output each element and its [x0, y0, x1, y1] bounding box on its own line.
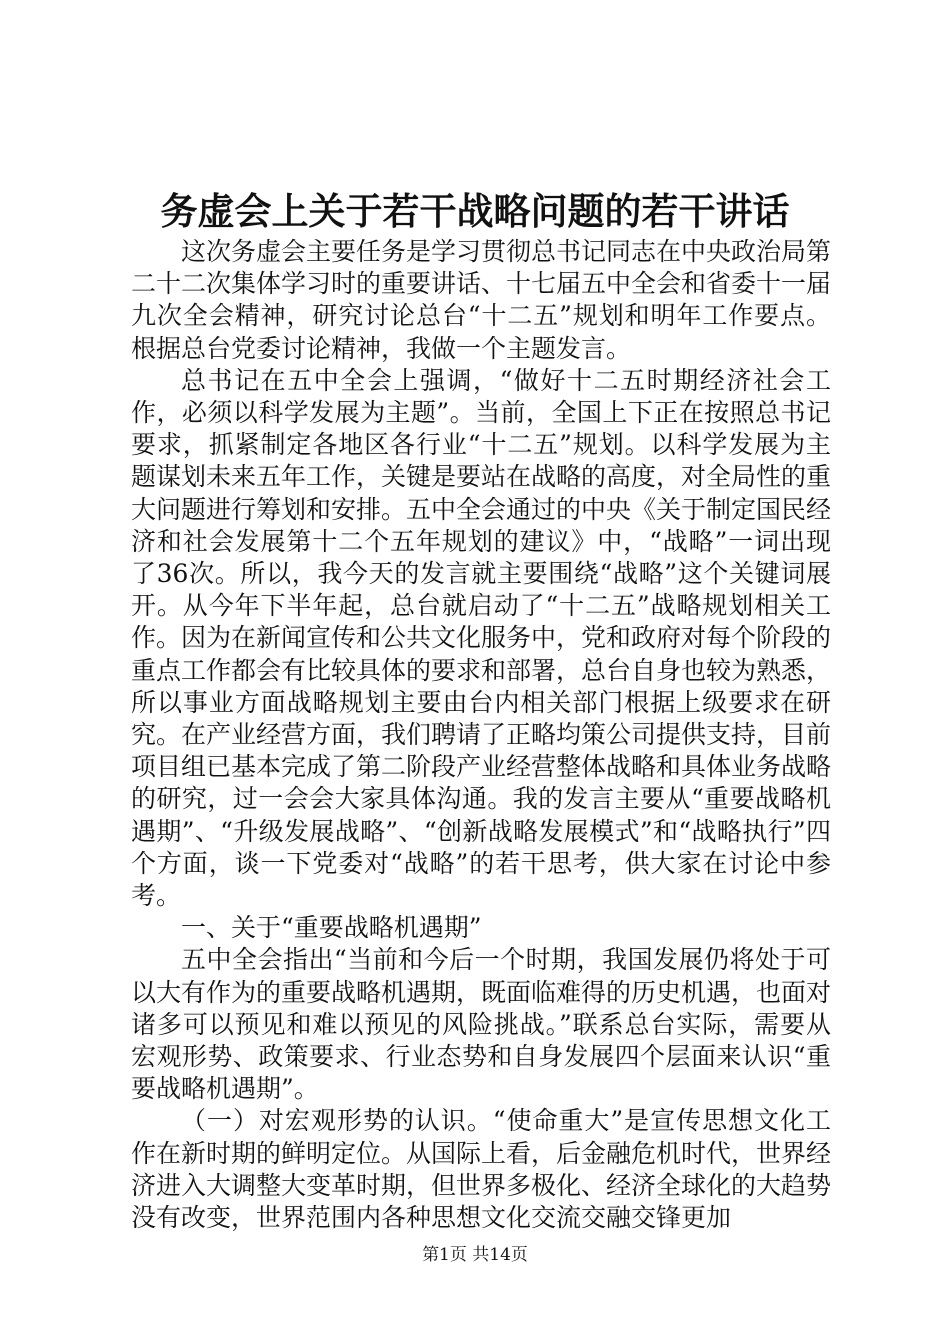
section-heading: 一、关于“重要战略机遇期” [181, 913, 482, 943]
paragraph: 总书记在五中全会上强调，“做好十二五时期经济社会工作，必须以科学发展为主题”。当前，全国上下正在按照总书记要求，抓紧制定各地区各行业“十二五”规划。以科学发展为主题谋划未来五年工作，关键是要站在战略的高度，对全局性的重大问题进行筹划和安排。五中全会通过的中央《关于制定国民经济和社会发展第十二个五年规划的建议》中，“战略”一词出现了36次。所以，我今天的发言就主要围绕“战略”这个关键词展开。从今年下半年起，总台就启动了“十二五”战略规划相关工作。因为在新闻宣传和公共文化服务中，党和政府对每个阶段的重点工作都会有比较具体的要求和部署，总台自身也较为熟悉，所以事业方面战略规划主要由台内相关部门根据上级要求在研究。在产业经营方面，我们聘请了正略均策公司提供支持，目前项目组已基本完成了第二阶段产业经营整体战略和具体业务战略的研究，过一会会大家具体沟通。我的发言主要从“重要战略机遇期”、“升级发展战略”、“创新战略发展模式”和“战略执行”四个方面，谈一下党委对“战略”的若干思考，供大家在讨论中参考。 [131, 365, 832, 911]
paragraph: 这次务虚会主要任务是学习贯彻总书记同志在中央政治局第二十二次集体学习时的重要讲话、十七届五中全会和省委十一届九次全会精神，研究讨论总台“十二五”规划和明年工作要点。根据总台党委讨论精神，我做一个主题发言。 [131, 237, 832, 363]
document-title: 务虚会上关于若干战略问题的若干讲话 [160, 189, 790, 233]
paragraph: （一）对宏观形势的认识。“使命重大”是宣传思想文化工作在新时期的鲜明定位。从国际上看，后金融危机时代，世界经济进入大调整大变革时期，但世界多极化、经济全球化的大趋势没有改变，世界范围内各种思想文化交流交融交锋更加 [131, 1106, 832, 1233]
paragraph: 五中全会指出“当前和今后一个时期，我国发展仍将处于可以大有作为的重要战略机遇期，既面临难得的历史机遇，也面对诸多可以预见和难以预见的风险挑战。”联系总台实际，需要从宏观形势、政策要求、行业态势和自身发展四个层面来认识“重要战略机遇期”。 [131, 945, 832, 1104]
document-body [131, 236, 831, 1234]
page-number-footer: 第1页 共14页 [422, 1245, 528, 1265]
